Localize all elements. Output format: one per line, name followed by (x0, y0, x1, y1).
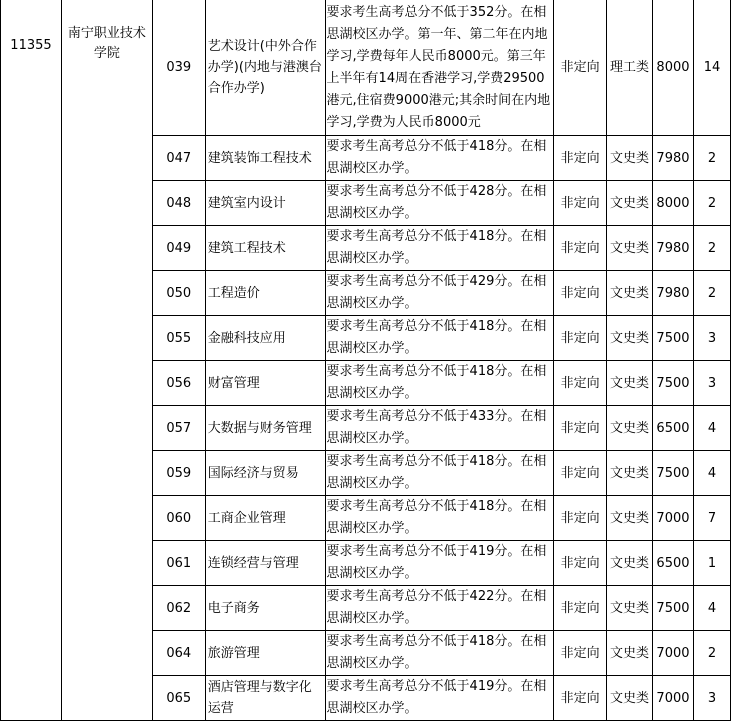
enrollment-type: 非定向 (554, 136, 607, 181)
plan-count: 2 (693, 226, 730, 271)
enrollment-type: 非定向 (554, 271, 607, 316)
plan-count: 4 (693, 406, 730, 451)
plan-count: 3 (693, 676, 730, 721)
plan-count: 1 (693, 541, 730, 586)
tuition-fee: 7500 (652, 316, 693, 361)
major-code: 065 (152, 676, 205, 721)
major-name: 旅游管理 (205, 631, 325, 676)
major-code: 064 (152, 631, 205, 676)
major-code: 056 (152, 361, 205, 406)
enrollment-type: 非定向 (554, 676, 607, 721)
major-note: 要求考生高考总分不低于418分。在相思湖校区办学。 (325, 631, 554, 676)
major-name: 大数据与财务管理 (205, 406, 325, 451)
major-name: 工商企业管理 (205, 496, 325, 541)
subject-category: 文史类 (607, 586, 653, 631)
major-note: 要求考生高考总分不低于352分。在相思湖校区办学。第一年、第二年在内地学习,学费每年人民币8000元。第三年上半年有14周在香港学习,学费29500港元,住宿费9000港元;其余时间在内地学习,学费为人民币8000元 (325, 0, 554, 136)
subject-category: 文史类 (607, 541, 653, 586)
subject-category: 文史类 (607, 451, 653, 496)
tuition-fee: 7980 (652, 226, 693, 271)
major-code: 047 (152, 136, 205, 181)
major-name: 建筑室内设计 (205, 181, 325, 226)
major-name: 艺术设计(中外合作办学)(内地与港澳台合作办学) (205, 0, 325, 136)
major-name: 酒店管理与数字化运营 (205, 676, 325, 721)
plan-count: 14 (693, 0, 730, 136)
major-name: 建筑工程技术 (205, 226, 325, 271)
enrollment-type: 非定向 (554, 586, 607, 631)
major-code: 057 (152, 406, 205, 451)
enrollment-type: 非定向 (554, 361, 607, 406)
table-row (1, 0, 731, 136)
plan-count: 2 (693, 181, 730, 226)
major-name: 电子商务 (205, 586, 325, 631)
enrollment-type: 非定向 (554, 316, 607, 361)
major-note: 要求考生高考总分不低于418分。在相思湖校区办学。 (325, 361, 554, 406)
tuition-fee: 7000 (652, 496, 693, 541)
major-code: 061 (152, 541, 205, 586)
major-note: 要求考生高考总分不低于428分。在相思湖校区办学。 (325, 181, 554, 226)
subject-category: 文史类 (607, 676, 653, 721)
subject-category: 文史类 (607, 406, 653, 451)
tuition-fee: 7000 (652, 631, 693, 676)
major-note: 要求考生高考总分不低于419分。在相思湖校区办学。 (325, 541, 554, 586)
plan-count: 4 (693, 451, 730, 496)
plan-count: 3 (693, 361, 730, 406)
major-code: 048 (152, 181, 205, 226)
enrollment-type: 非定向 (554, 226, 607, 271)
major-note: 要求考生高考总分不低于419分。在相思湖校区办学。 (325, 676, 554, 721)
enrollment-type: 非定向 (554, 631, 607, 676)
tuition-fee: 7000 (652, 676, 693, 721)
major-note: 要求考生高考总分不低于418分。在相思湖校区办学。 (325, 136, 554, 181)
major-name: 国际经济与贸易 (205, 451, 325, 496)
major-name: 金融科技应用 (205, 316, 325, 361)
plan-count: 2 (693, 136, 730, 181)
major-code: 055 (152, 316, 205, 361)
school-code: 11355 (1, 0, 62, 721)
plan-count: 4 (693, 586, 730, 631)
plan-count: 3 (693, 316, 730, 361)
major-note: 要求考生高考总分不低于418分。在相思湖校区办学。 (325, 451, 554, 496)
major-note: 要求考生高考总分不低于418分。在相思湖校区办学。 (325, 226, 554, 271)
school-name: 南宁职业技术学院 (61, 0, 152, 721)
subject-category: 文史类 (607, 631, 653, 676)
major-code: 049 (152, 226, 205, 271)
subject-category: 文史类 (607, 316, 653, 361)
tuition-fee: 8000 (652, 0, 693, 136)
enrollment-type: 非定向 (554, 496, 607, 541)
major-name: 财富管理 (205, 361, 325, 406)
subject-category: 文史类 (607, 136, 653, 181)
subject-category: 文史类 (607, 361, 653, 406)
subject-category: 文史类 (607, 271, 653, 316)
major-note: 要求考生高考总分不低于418分。在相思湖校区办学。 (325, 316, 554, 361)
subject-category: 文史类 (607, 181, 653, 226)
tuition-fee: 7500 (652, 361, 693, 406)
major-name: 建筑装饰工程技术 (205, 136, 325, 181)
major-note: 要求考生高考总分不低于418分。在相思湖校区办学。 (325, 496, 554, 541)
subject-category: 文史类 (607, 226, 653, 271)
tuition-fee: 7980 (652, 271, 693, 316)
subject-category: 文史类 (607, 496, 653, 541)
tuition-fee: 7980 (652, 136, 693, 181)
major-name: 连锁经营与管理 (205, 541, 325, 586)
tuition-fee: 7500 (652, 451, 693, 496)
major-code: 050 (152, 271, 205, 316)
major-code: 059 (152, 451, 205, 496)
plan-count: 2 (693, 271, 730, 316)
enrollment-type: 非定向 (554, 181, 607, 226)
major-note: 要求考生高考总分不低于429分。在相思湖校区办学。 (325, 271, 554, 316)
subject-category: 理工类 (607, 0, 653, 136)
major-code: 039 (152, 0, 205, 136)
enrollment-type: 非定向 (554, 0, 607, 136)
tuition-fee: 6500 (652, 541, 693, 586)
enrollment-type: 非定向 (554, 541, 607, 586)
major-code: 062 (152, 586, 205, 631)
major-name: 工程造价 (205, 271, 325, 316)
major-note: 要求考生高考总分不低于422分。在相思湖校区办学。 (325, 586, 554, 631)
plan-count: 7 (693, 496, 730, 541)
tuition-fee: 7500 (652, 586, 693, 631)
major-code: 060 (152, 496, 205, 541)
plan-count: 2 (693, 631, 730, 676)
tuition-fee: 8000 (652, 181, 693, 226)
tuition-fee: 6500 (652, 406, 693, 451)
enrollment-type: 非定向 (554, 451, 607, 496)
major-note: 要求考生高考总分不低于433分。在相思湖校区办学。 (325, 406, 554, 451)
enrollment-type: 非定向 (554, 406, 607, 451)
